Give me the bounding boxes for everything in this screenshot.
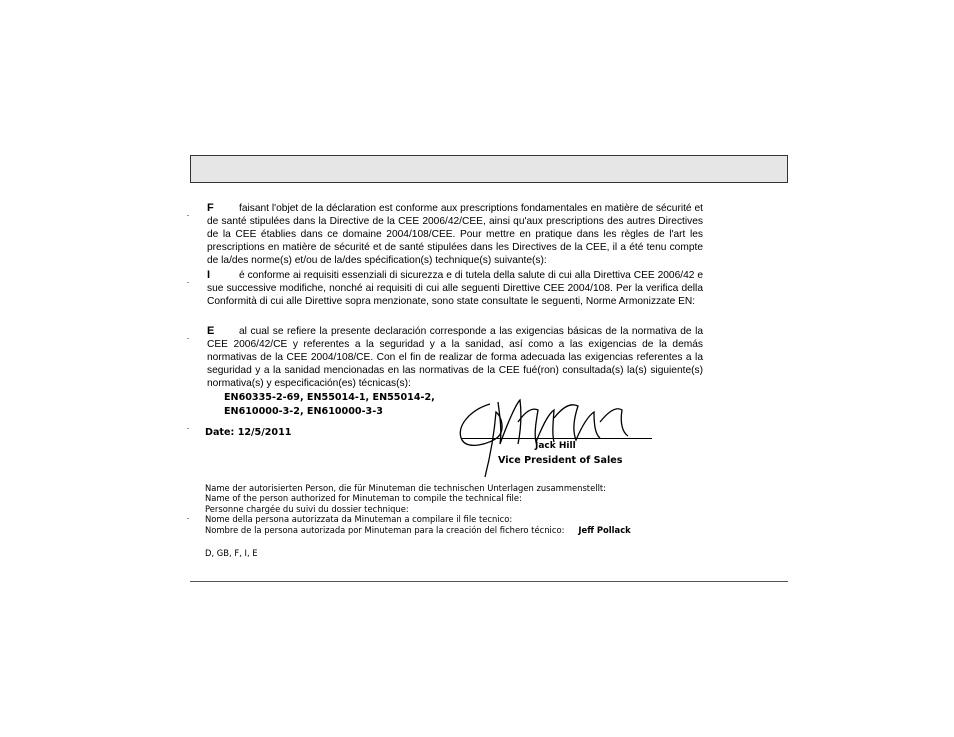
authorized-line-en: Name of the person authorized for Minuteman to compile the technical file:	[205, 493, 522, 504]
standards-line-2: EN610000-3-2, EN610000-3-3	[224, 405, 383, 417]
languages-list: D, GB, F, I, E	[205, 548, 258, 558]
language-letter-i: I	[207, 269, 211, 281]
bottom-divider	[190, 581, 788, 582]
signature-image	[450, 382, 640, 482]
standards-list	[224, 391, 435, 418]
paragraph-spanish	[207, 325, 703, 390]
authorized-line-es-row	[205, 525, 631, 535]
paragraph-french	[207, 202, 703, 267]
date: Date: 12/5/2011	[205, 427, 292, 438]
signer-name: Jack Hill	[535, 441, 576, 451]
paragraph-italian-text: é conforme ai requisiti essenziali di sicurezza e di tutela della salute di cui alla Direttiva CEE 2006/42 e sue successive modifiche, nonché ai requisiti di cui alle seguenti Direttive CEE 2004/108. Per la verifica della Conformità di cui alle Direttive sopra menzionate, sono state consultate le seguenti, Norme Armonizzate EN:	[207, 270, 703, 308]
authorized-line-de: Name der autorisierten Person, die für Minuteman die technischen Unterlagen zusammenstellt:	[205, 483, 606, 493]
authorized-line-es: Nombre de la persona autorizada por Minuteman para la creación del fichero técnico:	[205, 524, 565, 535]
authorized-person-name: Jeff Pollack	[578, 524, 631, 535]
margin-tick	[187, 282, 189, 283]
margin-tick	[187, 518, 189, 519]
authorized-line-fr: Personne chargée du suivi du dossier technique:	[205, 503, 409, 514]
margin-tick	[187, 215, 189, 216]
language-letter-e: E	[207, 325, 215, 337]
paragraph-spanish-text: al cual se refiere la presente declaración corresponde a las exigencias básicas de la normativa de la CEE 2006/42/CE y referentes a la seguridad y a la sanidad, así como a las exigencias de la demás normativas de la CEE 2004/108/CE. Con el fin de realizar de forma adecuada las exigencias referentes a la seguridad y a la sanidad mencionadas en las normativas de la CEE fué(ron) consultada(s) la(s) siguiente(s) normativa(s) y especificación(es) técnicas(s):	[207, 326, 703, 390]
margin-tick	[187, 428, 189, 429]
authorized-person-block	[205, 483, 631, 535]
authorized-line-it: Nome della persona autorizzata da Minuteman a compilare il file tecnico:	[205, 514, 513, 525]
paragraph-french-text: faisant l'objet de la déclaration est conforme aux prescriptions fondamentales en matière de sécurité et de santé stipulées dans la Directive de la CEE 2006/42/CEE, ainsi qu'aux prescriptions des autres Directives de la CEE établies dans ce domaine 2004/108/CEE. Pour mettre en pratique dans les règles de l'art les prescriptions en matière de sécurité et de santé stipulées dans les Directives de la CEE, il a été tenu compte de la/des norme(s) et/ou de la/des spécification(s) technique(s) suivante(s):	[207, 203, 703, 267]
paragraph-italian	[207, 269, 703, 308]
standards-line-1: EN60335-2-69, EN55014-1, EN55014-2,	[224, 392, 435, 403]
signer-title: Vice President of Sales	[498, 455, 623, 466]
language-letter-f: F	[207, 202, 214, 214]
header-bar	[190, 155, 788, 183]
margin-tick	[187, 338, 189, 339]
